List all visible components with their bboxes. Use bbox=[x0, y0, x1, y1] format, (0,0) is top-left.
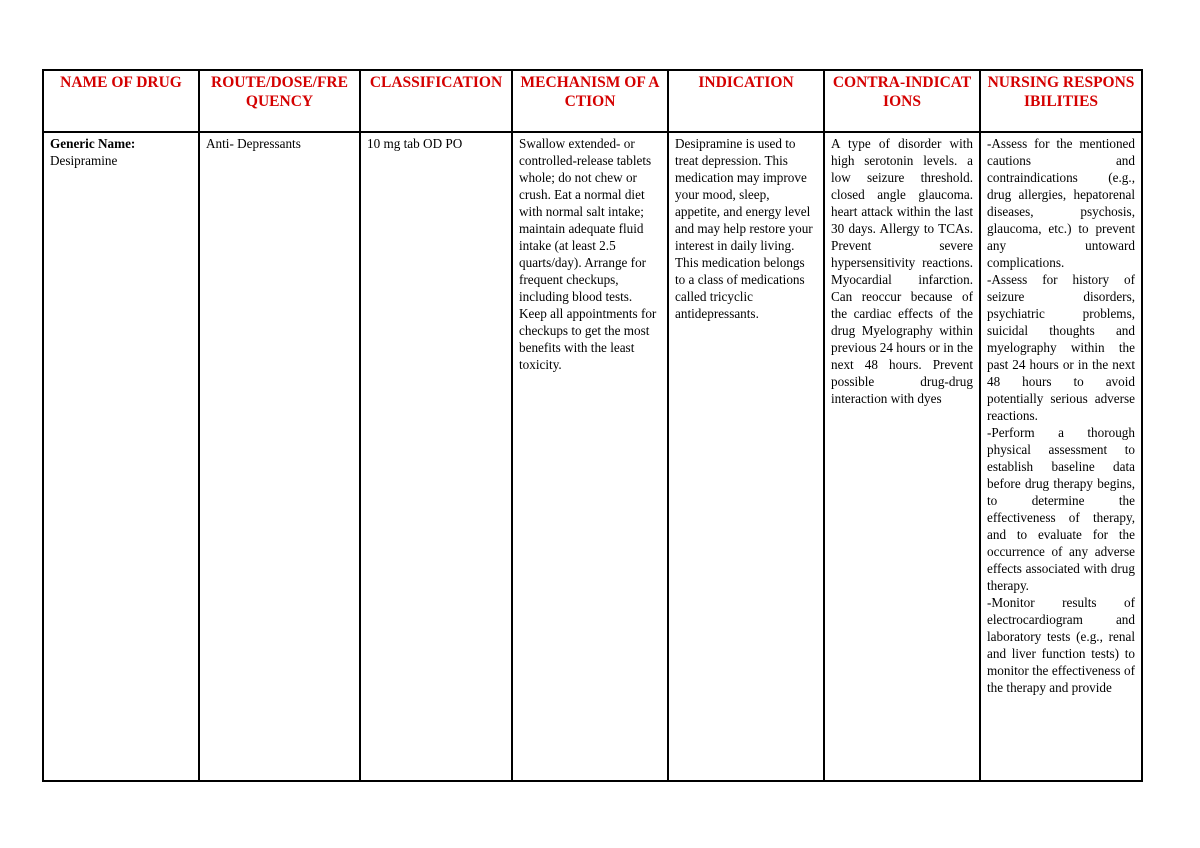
header-classification: CLASSIFICATION bbox=[360, 70, 512, 132]
header-nursing-responsibilities: NURSING RESPONSIBILITIES bbox=[980, 70, 1142, 132]
responsibility-item: -Monitor results of electrocardiogram and laboratory tests (e.g., renal and liver function tests) to monitor the effectiveness of the therapy and provide bbox=[987, 595, 1135, 695]
header-route-dose-frequency: ROUTE/DOSE/FREQUENCY bbox=[199, 70, 360, 132]
header-mechanism-of-action: MECHANISM OF ACTION bbox=[512, 70, 668, 132]
responsibility-item: -Assess for the mentioned cautions and contraindications (e.g., drug allergies, hepatorenal diseases, psychosis, glaucoma, etc.) to prevent any untoward complications. bbox=[987, 136, 1135, 270]
cell-nursing-responsibilities bbox=[980, 132, 1142, 781]
cell-drug-name bbox=[43, 132, 199, 781]
responsibility-item: -Assess for history of seizure disorders, psychiatric problems, suicidal thoughts and myelography within the past 24 hours or in the next 48 hours to avoid potentially serious adverse reactions. bbox=[987, 272, 1135, 423]
header-row bbox=[43, 70, 1142, 132]
header-name-of-drug: NAME OF DRUG bbox=[43, 70, 199, 132]
header-indication: INDICATION bbox=[668, 70, 824, 132]
table-row bbox=[43, 132, 1142, 781]
cell-classification: 10 mg tab OD PO bbox=[360, 132, 512, 781]
cell-contraindications: A type of disorder with high serotonin levels. a low seizure threshold. closed angle glaucoma. heart attack within the last 30 days. Allergy to TCAs. Prevent severe hypersensitivity reactions. Myocardial infarction. Can reoccur because of the cardiac effects of the drug Myelography within previous 24 hours or in the next 48 hours. Prevent possible drug-drug interaction with dyes bbox=[824, 132, 980, 781]
generic-name-label: Generic Name: bbox=[50, 136, 136, 151]
cell-route: Anti- Depressants bbox=[199, 132, 360, 781]
cell-indication: Desipramine is used to treat depression. This medication may improve your mood, sleep, appetite, and energy level and may help restore your interest in daily living. This medication belongs to a class of medications called tricyclic antidepressants. bbox=[668, 132, 824, 781]
drug-study-table bbox=[42, 69, 1143, 782]
responsibility-item: -Perform a thorough physical assessment to establish baseline data before drug therapy begins, to determine the effectiveness of therapy, and to evaluate for the occurrence of any adverse effects associated with drug therapy. bbox=[987, 425, 1135, 593]
generic-name-value: Desipramine bbox=[50, 153, 118, 168]
cell-mechanism: Swallow extended- or controlled-release tablets whole; do not chew or crush. Eat a normal diet with normal salt intake; maintain adequate fluid intake (at least 2.5 quarts/day). Arrange for frequent checkups, including blood tests. Keep all appointments for checkups to get the most benefits with the least toxicity. bbox=[512, 132, 668, 781]
header-contraindications: CONTRA-INDICATIONS bbox=[824, 70, 980, 132]
